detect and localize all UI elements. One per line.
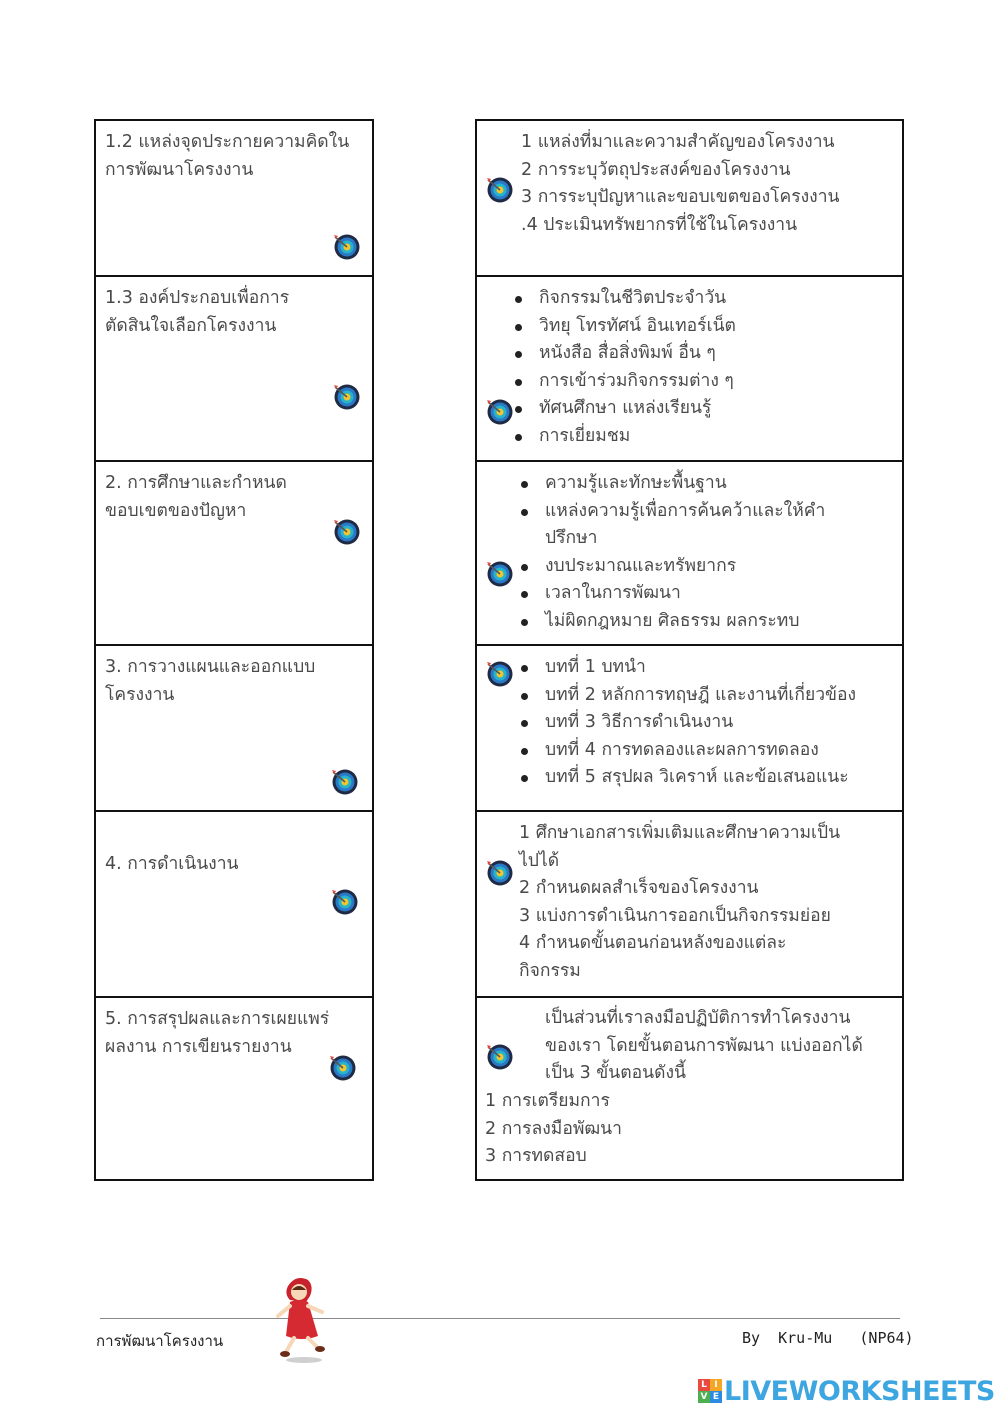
liveworksheets-brand[interactable] xyxy=(698,1375,995,1407)
list-item: .4 ประเมินทรัพยากรที่ใช้ในโครงงาน xyxy=(521,214,798,235)
logo-letter: I xyxy=(710,1379,722,1391)
right-box-6 xyxy=(475,996,904,1181)
list-item: บทที่ 2 หลักการทฤษฎี และงานที่เกี่ยวข้อง xyxy=(521,682,856,710)
left-box-label: 1.2 แหล่งจุดประกายความคิดใน การพัฒนาโครงงาน xyxy=(105,132,350,180)
footer-title: การพัฒนาโครงงาน xyxy=(96,1332,224,1350)
left-box-label: 1.3 องค์ประกอบเพื่อการ ตัดสินใจเลือกโครงงาน xyxy=(105,288,290,336)
left-box-5 xyxy=(94,810,374,998)
left-box-6 xyxy=(94,996,374,1181)
steps-text: 1 ศึกษาเอกสารเพิ่มเติมและศึกษาความเป็น ไปได้ 2 กำหนดผลสำเร็จของโครงงาน 3 แบ่งการดำเนินการออกเป็นกิจกรรมย่อย 4 กำหนดขั้นตอนก่อนหลังของแต่ละ กิจกรรม xyxy=(519,823,841,981)
target-icon[interactable] xyxy=(485,659,513,687)
footer-credit: By Kru-Mu (NP64) xyxy=(742,1329,914,1347)
right-box-1 xyxy=(475,119,904,277)
list-item: การเข้าร่วมกิจกรรมต่าง ๆ xyxy=(515,368,736,396)
brand-name: LIVEWORKSHEETS xyxy=(724,1375,995,1407)
left-box-label: 4. การดำเนินงาน xyxy=(105,854,239,874)
intro-text: เป็นส่วนที่เราลงมือปฏิบัติการทำโครงงาน ของเรา โดยขั้นตอนการพัฒนา แบ่งออกได้ เป็น 3 ขั้นตอนดังนี้ xyxy=(545,1008,863,1083)
target-icon[interactable] xyxy=(330,767,358,795)
list-item: บทที่ 5 สรุปผล วิเคราห์ และข้อเสนอแนะ xyxy=(521,764,856,792)
target-icon[interactable] xyxy=(485,858,513,886)
list-item: 2 การลงมือพัฒนา xyxy=(485,1118,622,1139)
bullet-list xyxy=(515,285,736,450)
target-icon[interactable] xyxy=(332,382,360,410)
list-item: หนังสือ สื่อสิ่งพิมพ์ อื่น ๆ xyxy=(515,340,736,368)
liveworksheets-logo-icon xyxy=(698,1379,722,1403)
right-box-4 xyxy=(475,644,904,812)
list-item: บทที่ 4 การทดลองและผลการทดลอง xyxy=(521,737,856,765)
list-item: 1 แหล่งที่มาและความสำคัญของโครงงาน xyxy=(521,132,835,152)
target-icon[interactable] xyxy=(485,397,513,425)
list-item: แหล่งความรู้เพื่อการค้นคว้าและให้คำ ปรึกษา xyxy=(521,498,825,553)
left-box-label: 2. การศึกษาและกำหนด ขอบเขตของปัญหา xyxy=(105,473,287,521)
target-icon[interactable] xyxy=(330,887,358,915)
right-box-3 xyxy=(475,460,904,646)
list-item: 2 การระบุวัตถุประสงค์ของโครงงาน xyxy=(521,159,791,180)
list-item: บทที่ 3 วิธีการดำเนินงาน xyxy=(521,709,856,737)
logo-letter: E xyxy=(710,1391,722,1403)
list-item: 3 การทดสอบ xyxy=(485,1146,587,1166)
left-box-4 xyxy=(94,644,374,812)
list-item: งบประมาณและทรัพยากร xyxy=(521,553,825,581)
steps-list xyxy=(485,1088,622,1171)
left-box-3 xyxy=(94,460,374,646)
answer-list xyxy=(521,129,840,239)
list-item: 3 การระบุปัญหาและขอบเขตของโครงงาน xyxy=(521,187,840,207)
target-icon[interactable] xyxy=(328,1053,356,1081)
footer-divider xyxy=(100,1318,900,1319)
list-item: บทที่ 1 บทนำ xyxy=(521,654,856,682)
target-icon[interactable] xyxy=(332,517,360,545)
left-box-1 xyxy=(94,119,374,277)
list-item: วิทยุ โทรทัศน์ อินเทอร์เน็ต xyxy=(515,313,736,341)
running-girl-illustration xyxy=(266,1272,336,1364)
list-item: ทัศนศึกษา แหล่งเรียนรู้ xyxy=(515,395,736,423)
list-item: ความรู้และทักษะพื้นฐาน xyxy=(521,470,825,498)
left-box-2 xyxy=(94,275,374,462)
list-item: กิจกรรมในชีวิตประจำวัน xyxy=(515,285,736,313)
list-item: เวลาในการพัฒนา xyxy=(521,580,825,608)
bullet-list xyxy=(521,470,825,635)
right-box-2 xyxy=(475,275,904,462)
list-item: ไม่ผิดกฎหมาย ศิลธรรม ผลกระทบ xyxy=(521,608,825,636)
list-item: การเยี่ยมชม xyxy=(515,423,736,451)
logo-letter: V xyxy=(698,1391,710,1403)
target-icon[interactable] xyxy=(485,559,513,587)
list-item: 1 การเตรียมการ xyxy=(485,1091,610,1111)
right-box-5 xyxy=(475,810,904,998)
bullet-list xyxy=(521,654,856,792)
left-box-label: 3. การวางแผนและออกแบบ โครงงาน xyxy=(105,657,316,705)
target-icon[interactable] xyxy=(332,232,360,260)
logo-letter: L xyxy=(698,1379,710,1391)
left-box-label: 5. การสรุปผลและการเผยแพร่ ผลงาน การเขียนรายงาน xyxy=(105,1009,330,1057)
target-icon[interactable] xyxy=(485,1042,513,1070)
target-icon[interactable] xyxy=(485,175,513,203)
